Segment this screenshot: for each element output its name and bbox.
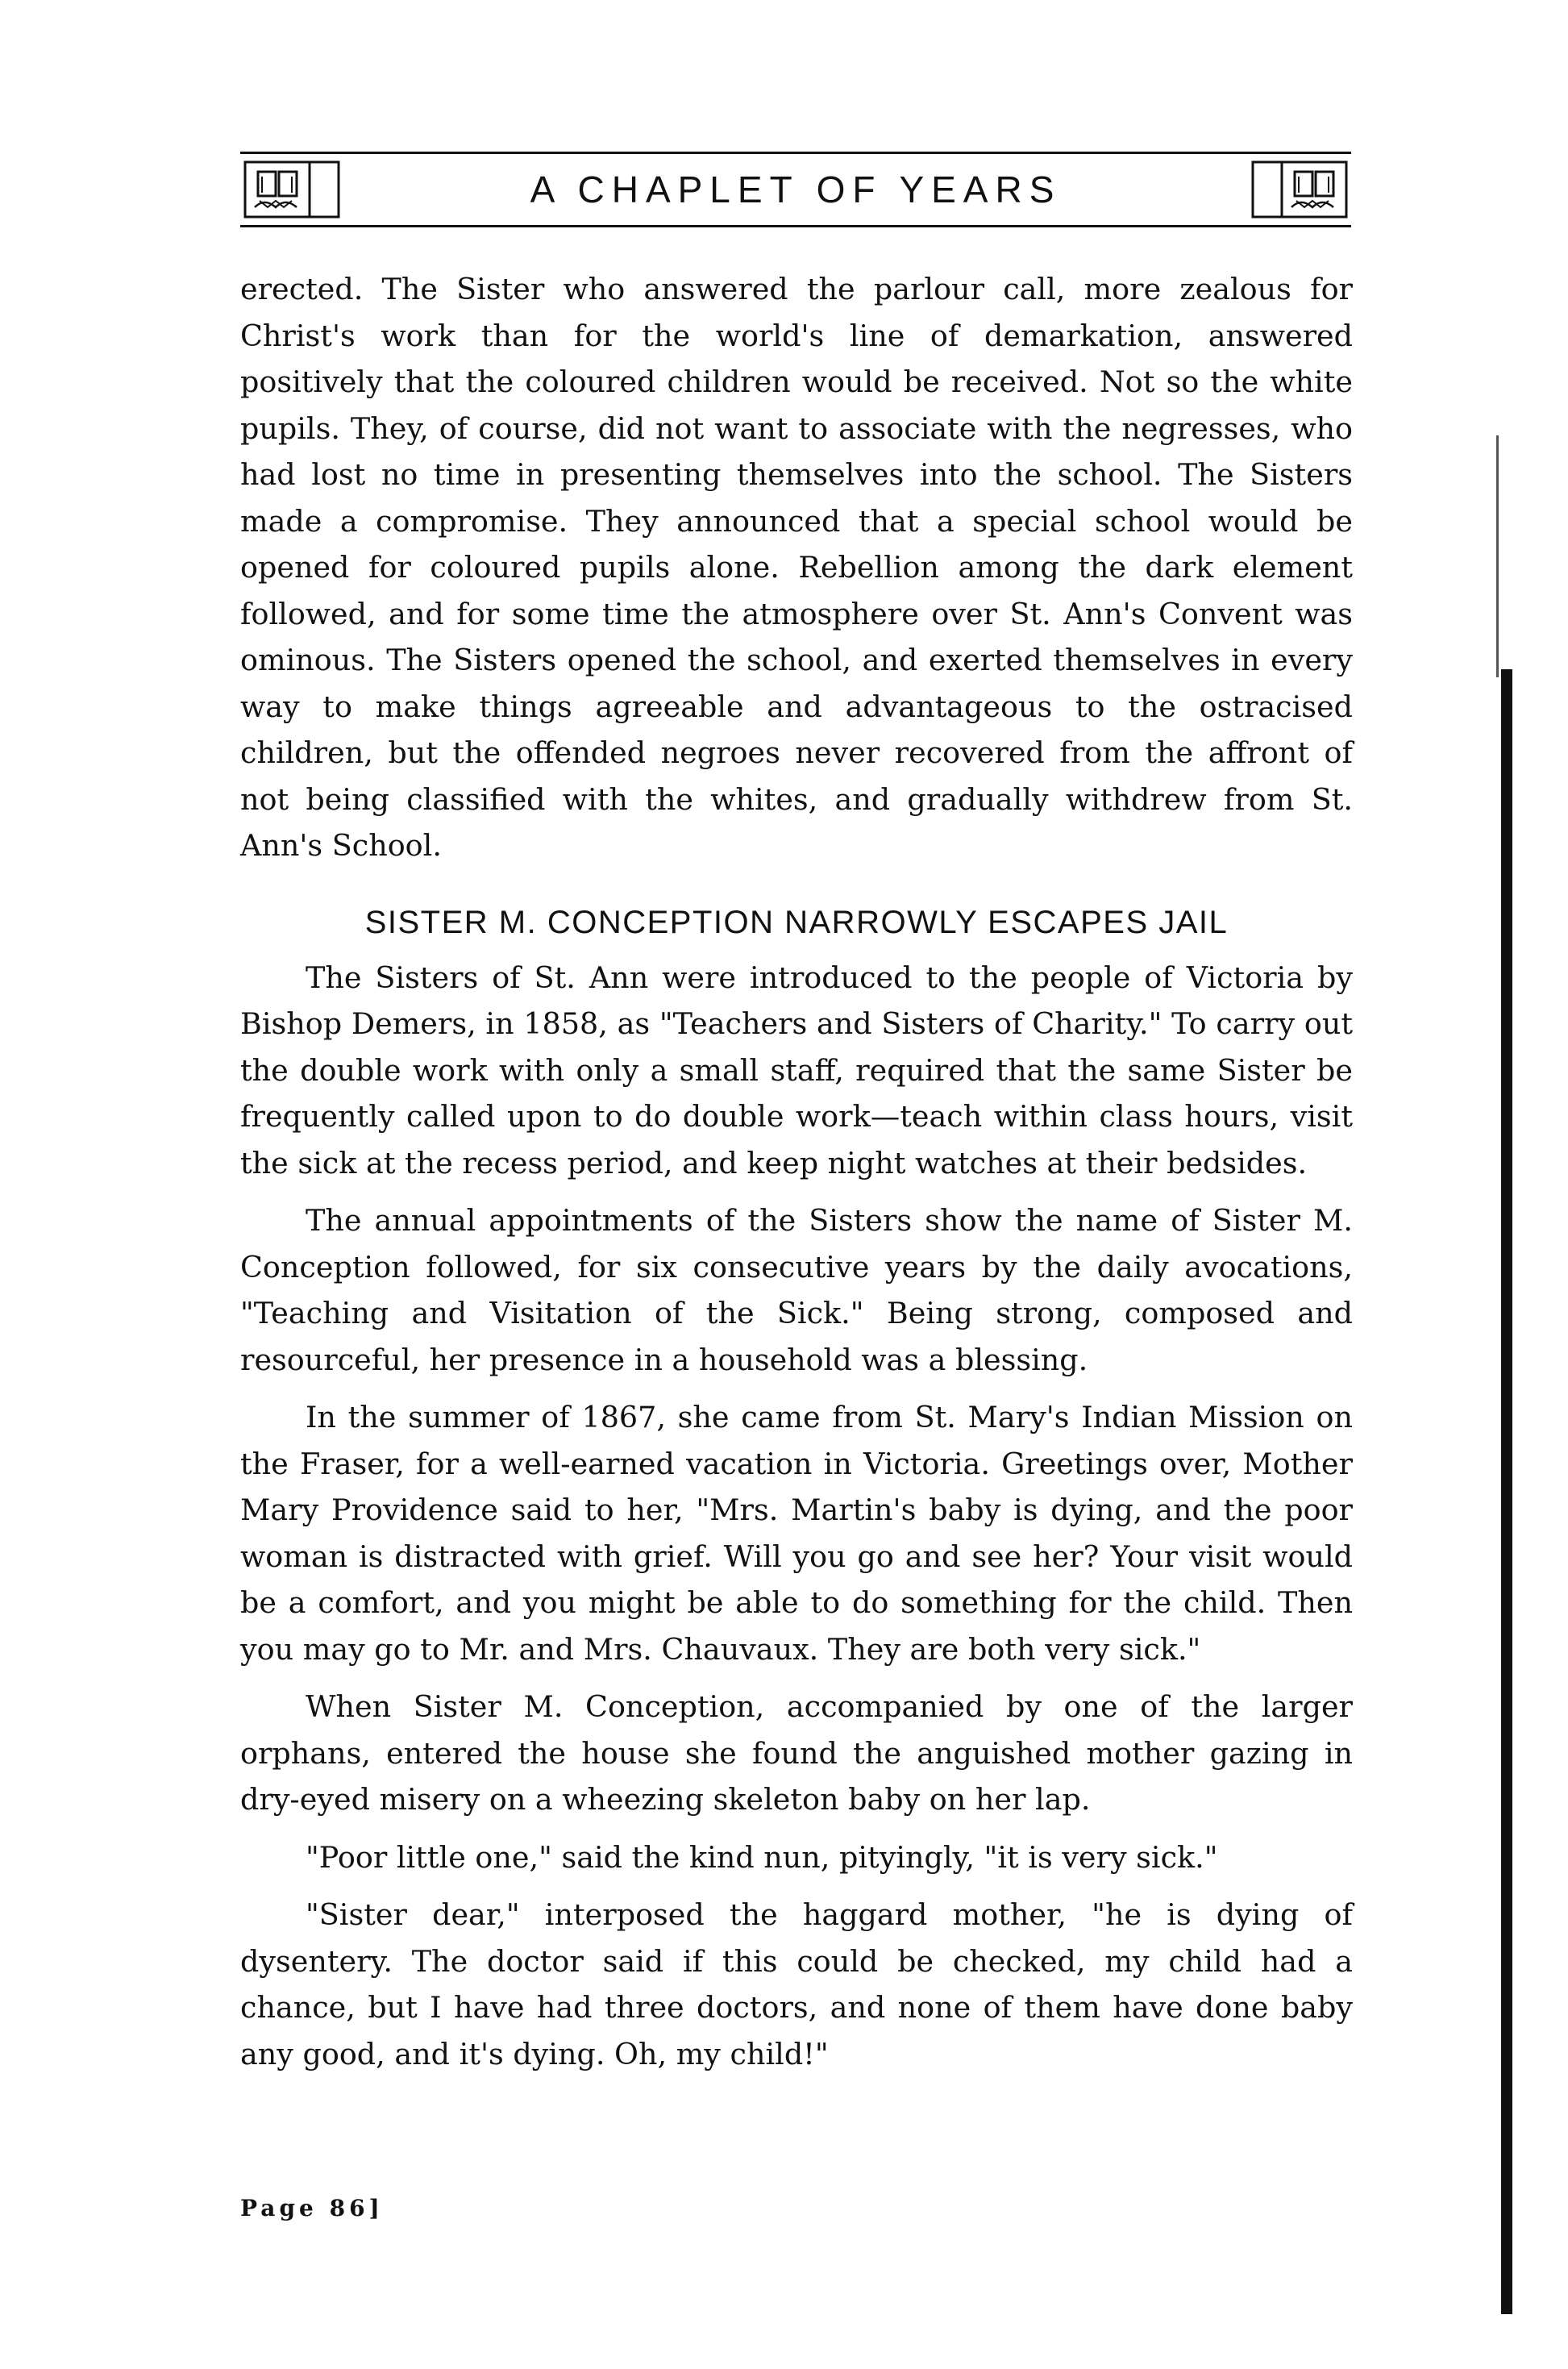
paragraph: When Sister M. Conception, accompanied by one of the larger orphans, entered the house she found the anguished mother gazing in dry-eyed misery on a wheezing skeleton baby on her lap. [240,1689,1353,1817]
book-ornament-icon [243,160,340,219]
scan-binding-shadow [1501,669,1512,2314]
scan-edge-line [1496,435,1499,677]
paragraph-continued: erected. The Sister who answered the parlour call, more zealous for Christ's work than for the world's line of demarkation, answered positively that the coloured children would be received. Not so the white pupils. They, of course, did not want to associate with the negresses, who had lost no time in presenting themselves into the school. The Sisters made a compromise. They announced that a special school would be opened for coloured pupils alone. Rebellion among the dark element followed, and for some time the atmosphere over St. Ann's Convent was ominous. The Sisters opened the school, and exerted themselves in every way to make things agreeable and advantageous to the ostracised children, but the offended negroes never recovered from the affront of not being classified with the whites, and gradually withdrew from St. Ann's School. [240,272,1353,863]
page-number: Page 86] [240,2195,384,2221]
running-header-title: A CHAPLET OF YEARS [530,169,1062,210]
paragraph: "Sister dear," interposed the haggard mother, "he is dying of dysentery. The doctor said if this could be checked, my child had a chance, but I have had three doctors, and none of them have done baby any good, and it's dying. Oh, my child!" [240,1897,1353,2071]
book-ornament-icon [1251,160,1348,219]
paragraph: The Sisters of St. Ann were introduced to the people of Victoria by Bishop Demers, in 1858, as "Teachers and Sisters of Charity." To carry out the double work with only a small staff, required that the same Sister be frequently called upon to do double work—teach within class hours, visit the sick at the recess period, and keep night watches at their bedsides. [240,960,1353,1180]
paragraph: "Poor little one," said the kind nun, pityingly, "it is very sick." [306,1839,1218,1875]
paragraph: In the summer of 1867, she came from St. Mary's Indian Mission on the Fraser, for a well-earned vacation in Victoria. Greetings over, Mother Mary Providence said to her, "Mrs. Martin's baby is dying, and the poor woman is distracted with grief. Will you go and see her? Your visit would be a comfort, and you might be able to do something for the child. Then you may go to Mr. and Mrs. Chauvaux. They are both very sick." [240,1400,1353,1667]
paragraph: The annual appointments of the Sisters show the name of Sister M. Conception followed, for six consecutive years by the daily avocations, "Teaching and Visitation of the Sick." Being strong, composed and resourceful, her presence in a household was a blessing. [240,1203,1353,1377]
running-header [240,152,1351,227]
body-text [240,266,1353,2088]
section-heading: SISTER M. CONCEPTION NARROWLY ESCAPES JAIL [364,904,1229,940]
